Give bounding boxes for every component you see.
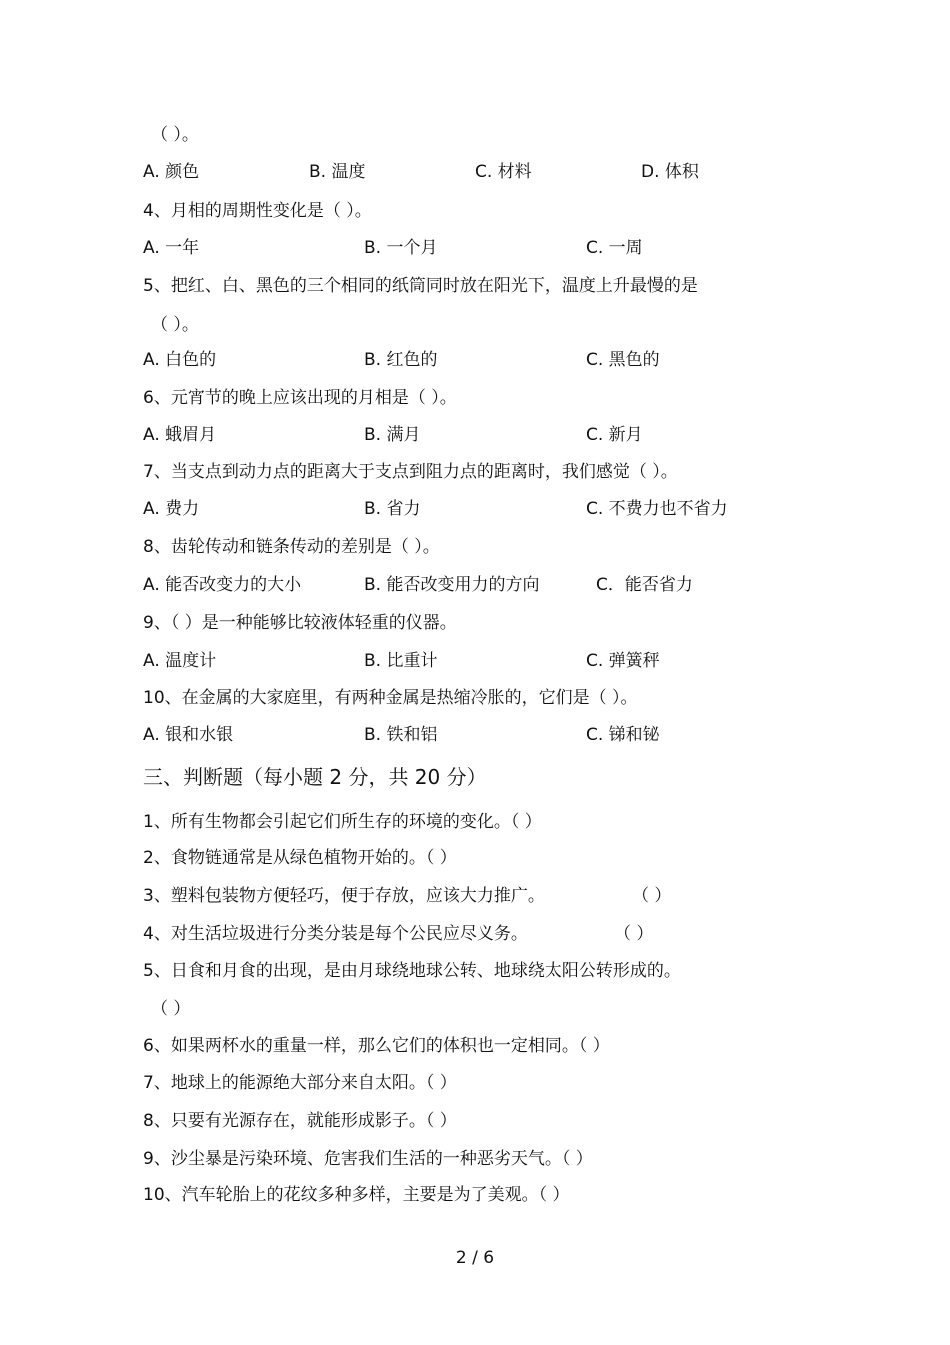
option-text: C. 一周 [586, 238, 643, 258]
option-text: B. 红色的 [364, 350, 438, 370]
option-text: B. 比重计 [364, 651, 438, 671]
option-text: A. 温度计 [143, 651, 217, 671]
line-text: 6、如果两杯水的重量一样，那么它们的体积也一定相同。（ ） [143, 1036, 610, 1056]
line-text: 9、（ ）是一种能够比较液体轻重的仪器。 [143, 613, 457, 633]
line-text: 5、把红、白、黑色的三个相同的纸筒同时放在阳光下，温度上升最慢的是 [143, 276, 698, 296]
line-text: 10、汽车轮胎上的花纹多种多样，主要是为了美观。（ ） [143, 1185, 570, 1205]
line-text: 4、对生活垃圾进行分类分装是每个公民应尽义务。 [143, 924, 528, 944]
line-text: 三、判断题（每小题 2 分，共 20 分） [143, 765, 487, 789]
line-text: 3、塑料包装物方便轻巧，便于存放，应该大力推广。 [143, 886, 545, 906]
line-text: （ ） [614, 924, 654, 944]
option-text: A. 白色的 [143, 350, 217, 370]
line-text: （ ） [632, 886, 672, 906]
option-text: B. 省力 [364, 499, 421, 519]
line-text: 2、食物链通常是从绿色植物开始的。（ ） [143, 848, 457, 868]
option-text: A. 能否改变力的大小 [143, 575, 302, 595]
option-text: C. 弹簧秤 [586, 651, 660, 671]
line-text: 1、所有生物都会引起它们所生存的环境的变化。（ ） [143, 812, 542, 832]
option-text: C. 新月 [586, 425, 643, 445]
option-text: A. 一年 [143, 238, 200, 258]
option-text: C. 黑色的 [586, 350, 660, 370]
line-text: （ ）。 [151, 125, 199, 145]
line-text: 5、日食和月食的出现，是由月球绕地球公转、地球绕太阳公转形成的。 [143, 961, 681, 981]
option-text: B. 满月 [364, 425, 421, 445]
line-text: 4、月相的周期性变化是（ ）。 [143, 201, 372, 221]
option-text: A. 蛾眉月 [143, 425, 217, 445]
option-text: C. 锑和铋 [586, 725, 660, 745]
line-text: 7、地球上的能源绝大部分来自太阳。（ ） [143, 1073, 457, 1093]
option-text: B. 铁和铝 [364, 725, 438, 745]
page-number: 2 / 6 [455, 1248, 495, 1268]
line-text: （ ） [151, 999, 191, 1019]
option-text: D. 体积 [641, 162, 699, 182]
option-text: A. 银和水银 [143, 725, 234, 745]
option-text: A. 颜色 [143, 162, 200, 182]
option-text: B. 一个月 [364, 238, 438, 258]
line-text: 6、元宵节的晚上应该出现的月相是（ ）。 [143, 388, 457, 408]
line-text: （ ）。 [151, 315, 199, 335]
option-text: B. 温度 [309, 162, 366, 182]
option-text: C. 不费力也不省力 [586, 499, 728, 519]
line-text: 8、齿轮传动和链条传动的差别是（ ）。 [143, 537, 440, 557]
line-text: 7、当支点到动力点的距离大于支点到阻力点的距离时，我们感觉（ ）。 [143, 462, 678, 482]
line-text: 10、在金属的大家庭里，有两种金属是热缩冷胀的，它们是（ ）。 [143, 688, 638, 708]
option-text: B. 能否改变用力的方向 [364, 575, 540, 595]
line-text: 8、只要有光源存在，就能形成影子。（ ） [143, 1111, 457, 1131]
option-text: A. 费力 [143, 499, 200, 519]
option-text: C. 材料 [475, 162, 532, 182]
option-text: C．能否省力 [596, 575, 693, 595]
line-text: 9、沙尘暴是污染环境、危害我们生活的一种恶劣天气。（ ） [143, 1149, 593, 1169]
